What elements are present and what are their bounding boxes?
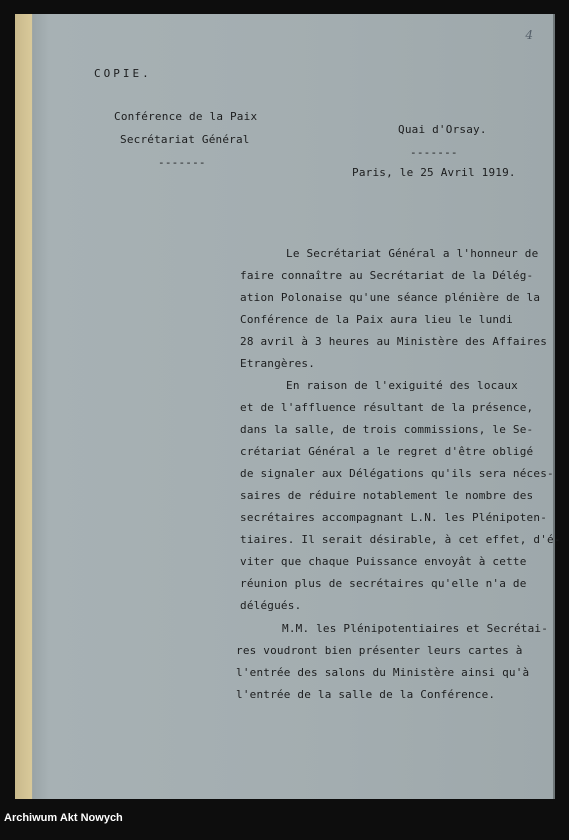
body-line: En raison de l'exiguité des locaux	[286, 379, 518, 392]
sender-line-1: Conférence de la Paix	[114, 110, 258, 123]
letter-date: Paris, le 25 Avril 1919.	[352, 166, 516, 179]
body-line: tiaires. Il serait désirable, à cet effet, d'é-	[240, 533, 561, 546]
body-line: l'entrée des salons du Ministère ainsi qu'à	[236, 666, 530, 679]
sender-line-2: Secrétariat Général	[120, 133, 250, 146]
page-number: 4	[525, 28, 533, 42]
body-line: Etrangères.	[240, 357, 316, 370]
body-line: faire connaître au Secrétariat de la Délég-	[240, 269, 534, 282]
body-line: ation Polonaise qu'une séance plénière de la	[240, 291, 541, 304]
body-line: l'entrée de la salle de la Conférence.	[236, 688, 496, 701]
body-line: de signaler aux Délégations qu'ils sera néces-	[240, 467, 554, 480]
body-line: saires de réduire notablement le nombre des	[240, 489, 534, 502]
body-line: réunion plus de secrétaires qu'elle n'a de	[240, 577, 527, 590]
sender-rule: -------	[158, 156, 206, 169]
body-line: M.M. les Plénipotentiaires et Secrétai-	[282, 622, 549, 635]
body-line: crétariat Général a le regret d'être obligé	[240, 445, 534, 458]
paper-edge-strip	[15, 14, 32, 799]
body-line: délégués.	[240, 599, 302, 612]
body-line: dans la salle, de trois commissions, le Se-	[240, 423, 534, 436]
body-line: 28 avril à 3 heures au Ministère des Affaires	[240, 335, 548, 348]
body-line: Conférence de la Paix aura lieu le lundi	[240, 313, 513, 326]
body-line: et de l'affluence résultant de la présence,	[240, 401, 534, 414]
body-line: Le Secrétariat Général a l'honneur de	[286, 247, 539, 260]
body-line: res voudront bien présenter leurs cartes à	[236, 644, 523, 657]
address-rule: -------	[410, 146, 458, 159]
address-location: Quai d'Orsay.	[398, 123, 487, 136]
body-line: viter que chaque Puissance envoyât à cette	[240, 555, 527, 568]
copy-mark: COPIE.	[94, 67, 152, 80]
archive-footer: Archiwum Akt Nowych	[4, 812, 123, 824]
body-line: secrétaires accompagnant L.N. les Plénipoten-	[240, 511, 548, 524]
